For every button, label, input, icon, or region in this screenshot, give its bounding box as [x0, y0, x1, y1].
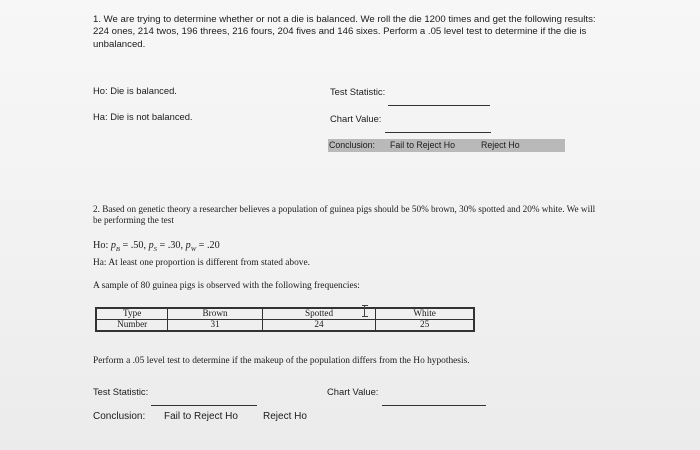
- q1-conclusion-bar: [328, 139, 565, 152]
- q2-fail-to-reject-option[interactable]: Fail to Reject Ho: [164, 411, 238, 422]
- q1-conclusion-label: Conclusion:: [329, 140, 375, 150]
- table-header-brown: Brown: [168, 308, 263, 320]
- q1-test-statistic-label: Test Statistic:: [330, 86, 386, 97]
- q2-perform-text: Perform a .05 level test to determine if the makeup of the population differs from the Ho hypothesis.: [93, 356, 470, 366]
- question-1-text: 1. We are trying to determine whether or not a die is balanced. We roll the die 1200 times and get the following results: 224 ones, 214 twos, 196 threes, 216 fours, 204 fives and 146 sixes. Perform a .05 level test to determine if the die is unbalanced.: [93, 14, 596, 50]
- q2-pb-value: = .50,: [119, 240, 147, 251]
- table-cell-white: 25: [376, 320, 474, 332]
- q2-null-hypothesis: [93, 240, 220, 253]
- q1-chart-value-label: Chart Value:: [330, 113, 382, 124]
- q1-null-hypothesis: Ho: Die is balanced.: [93, 85, 177, 96]
- q2-ho-prefix: Ho:: [93, 240, 109, 251]
- table-header-spotted: Spotted: [262, 308, 375, 320]
- table-row-label: Number: [96, 320, 168, 332]
- q2-conclusion-label: Conclusion:: [93, 411, 146, 422]
- q2-chart-value-blank[interactable]: [382, 388, 486, 406]
- table-header-type: Type: [96, 308, 168, 320]
- q1-alternative-hypothesis: Ha: Die is not balanced.: [93, 111, 193, 122]
- q1-reject-option[interactable]: Reject Ho: [481, 140, 520, 150]
- q1-fail-to-reject-option[interactable]: Fail to Reject Ho: [390, 140, 456, 150]
- q2-pw-subscript: W: [190, 246, 197, 254]
- q2-test-statistic-label: Test Statistic:: [93, 386, 149, 397]
- text-cursor-icon: [364, 305, 371, 317]
- q1-chart-value-blank[interactable]: [385, 115, 491, 133]
- q2-reject-option[interactable]: Reject Ho: [263, 411, 307, 422]
- q1-test-statistic-blank[interactable]: [388, 88, 490, 106]
- q2-ps-subscript: S: [153, 246, 157, 254]
- table-cell-spotted: 24: [262, 320, 375, 332]
- q2-pw-value: = .20: [196, 240, 220, 251]
- q2-chart-value-label: Chart Value:: [327, 386, 379, 397]
- q2-sample-text: A sample of 80 guinea pigs is observed with the following frequencies:: [93, 281, 360, 291]
- q2-ps-value: = .30,: [156, 240, 184, 251]
- table-row: [96, 320, 474, 332]
- q2-ps-symbol: p: [148, 240, 154, 251]
- q2-pb-symbol: p: [110, 240, 116, 251]
- frequency-table: [95, 307, 475, 332]
- table-header-white: White: [376, 308, 474, 320]
- q2-pw-symbol: p: [185, 240, 191, 251]
- q2-pb-subscript: B: [115, 246, 120, 254]
- table-cell-brown: 31: [168, 320, 263, 332]
- question-2-text: 2. Based on genetic theory a researcher believes a population of guinea pigs should be 50% brown, 30% spotted and 20% white. We will be performing the test: [93, 204, 596, 226]
- q2-alternative-hypothesis: Ha: At least one proportion is different from stated above.: [93, 258, 310, 268]
- q2-test-statistic-blank[interactable]: [151, 388, 257, 406]
- table-header-row: [96, 308, 474, 320]
